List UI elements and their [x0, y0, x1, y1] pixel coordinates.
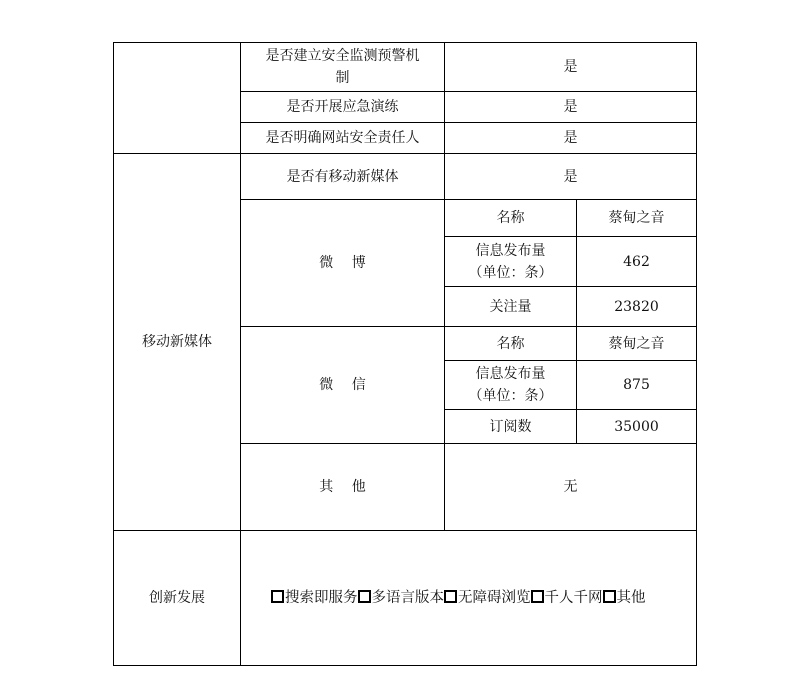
weibo-followers-label: 关注量: [445, 287, 577, 327]
security-section-cell: [114, 43, 241, 154]
responsible-label: 是否明确网站安全责任人: [241, 123, 445, 154]
wechat-posts-label: 信息发布量（单位：条）: [445, 361, 577, 410]
weibo-posts-value: 462: [577, 237, 697, 287]
weibo-name-value: 蔡甸之音: [577, 200, 697, 237]
weibo-followers-value: 23820: [577, 287, 697, 327]
warning-value: 是: [445, 43, 697, 92]
option-other: 其他: [616, 590, 646, 606]
table-row: [114, 154, 697, 200]
table-row: [114, 43, 697, 92]
new-media-section-label: 移动新媒体: [114, 154, 241, 531]
wechat-posts-value: 875: [577, 361, 697, 410]
wechat-label: 微 信: [241, 327, 445, 444]
drill-value: 是: [445, 92, 697, 123]
checkbox-icon[interactable]: [358, 590, 371, 603]
other-label: 其 他: [241, 444, 445, 531]
wechat-subscribers-value: 35000: [577, 410, 697, 444]
checkbox-icon[interactable]: [271, 590, 284, 603]
weibo-name-label: 名称: [445, 200, 577, 237]
option-multilingual: 多语言版本: [371, 590, 444, 606]
wechat-name-value: 蔡甸之音: [577, 327, 697, 361]
has-new-media-value: 是: [445, 154, 697, 200]
warning-label: 是否建立安全监测预警机制: [241, 43, 445, 92]
option-personalized-web: 千人千网: [544, 590, 603, 606]
responsible-value: 是: [445, 123, 697, 154]
checkbox-icon[interactable]: [531, 590, 544, 603]
report-table: [113, 42, 697, 666]
weibo-label: 微 博: [241, 200, 445, 327]
drill-label: 是否开展应急演练: [241, 92, 445, 123]
option-search-as-service: 搜索即服务: [285, 590, 358, 606]
checkbox-icon[interactable]: [603, 590, 616, 603]
wechat-subscribers-label: 订阅数: [445, 410, 577, 444]
other-value: 无: [445, 444, 697, 531]
wechat-name-label: 名称: [445, 327, 577, 361]
weibo-posts-label: 信息发布量（单位：条）: [445, 237, 577, 287]
has-new-media-label: 是否有移动新媒体: [241, 154, 445, 200]
option-accessibility: 无障碍浏览: [458, 590, 531, 606]
innovation-options: [241, 531, 697, 666]
checkbox-icon[interactable]: [444, 590, 457, 603]
innovation-section-label: 创新发展: [114, 531, 241, 666]
table-row: [114, 531, 697, 666]
